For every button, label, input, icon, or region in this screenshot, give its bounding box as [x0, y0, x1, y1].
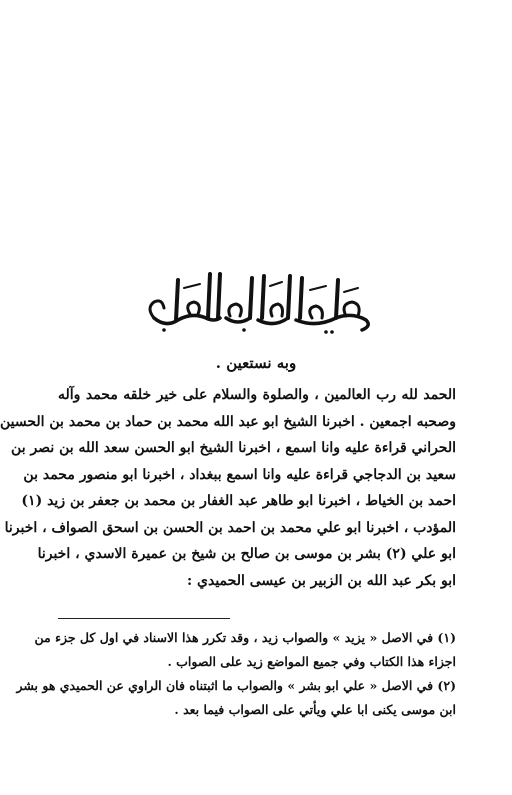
text-line: سعيد بن الدجاجي قراءة عليه وانا اسمع ببغداد ، اخبرنا ابو منصور محمد بن	[23, 466, 456, 483]
text-line: ابو علي (٢) بشر بن موسى بن صالح بن شيخ بن عميرة الاسدي ، اخبرنا	[37, 546, 456, 562]
text-line: المؤدب ، اخبرنا ابو علي محمد بن احمد بن الحسن بن اسحق الصواف ، اخبرنا	[4, 519, 456, 536]
text-line: الحمد لله رب العالمين ، والصلوة والسلام على خير خلقه محمد وآله	[58, 387, 456, 403]
footnote-divider	[58, 618, 230, 619]
text-line: وصحبه اجمعين . اخبرنا الشيخ ابو عبد الله محمد بن حماد بن محمد بن الحسين	[0, 413, 456, 430]
text-line: احمد بن الخياط ، اخبرنا ابو طاهر عبد الغفار بن محمد بن جعفر بن زيد (١)	[21, 493, 456, 509]
footnote-line: (١) في الاصل « يزيد » والصواب زيد ، وقد تكرر هذا الاسناد في اول كل جزء من	[34, 630, 456, 645]
footnote-line: ابن موسى يكنى ابا علي ويأتي على الصواب فيما بعد .	[174, 702, 456, 717]
basmala-calligraphy	[140, 268, 380, 336]
text-line: ابو بكر عبد الله بن الزبير بن عيسى الحميدي :	[186, 572, 456, 589]
main-text	[0, 382, 456, 594]
footnotes	[16, 626, 456, 722]
subheading: وبه نستعين .	[215, 354, 297, 372]
footnote-line: (٢) في الاصل « علي ابو بشر » والصواب ما اثبتناه فان الراوي عن الحميدي هو بشر	[16, 678, 456, 693]
footnote-line: اجزاء هذا الكتاب وفي جميع المواضع زيد على الصواب .	[167, 654, 456, 669]
calligraphy-ornament-icon	[140, 268, 380, 336]
text-line: الحراني قراءة عليه وانا اسمع ، اخبرنا الشيخ ابو الحسن سعد الله بن نصر بن	[11, 440, 456, 456]
